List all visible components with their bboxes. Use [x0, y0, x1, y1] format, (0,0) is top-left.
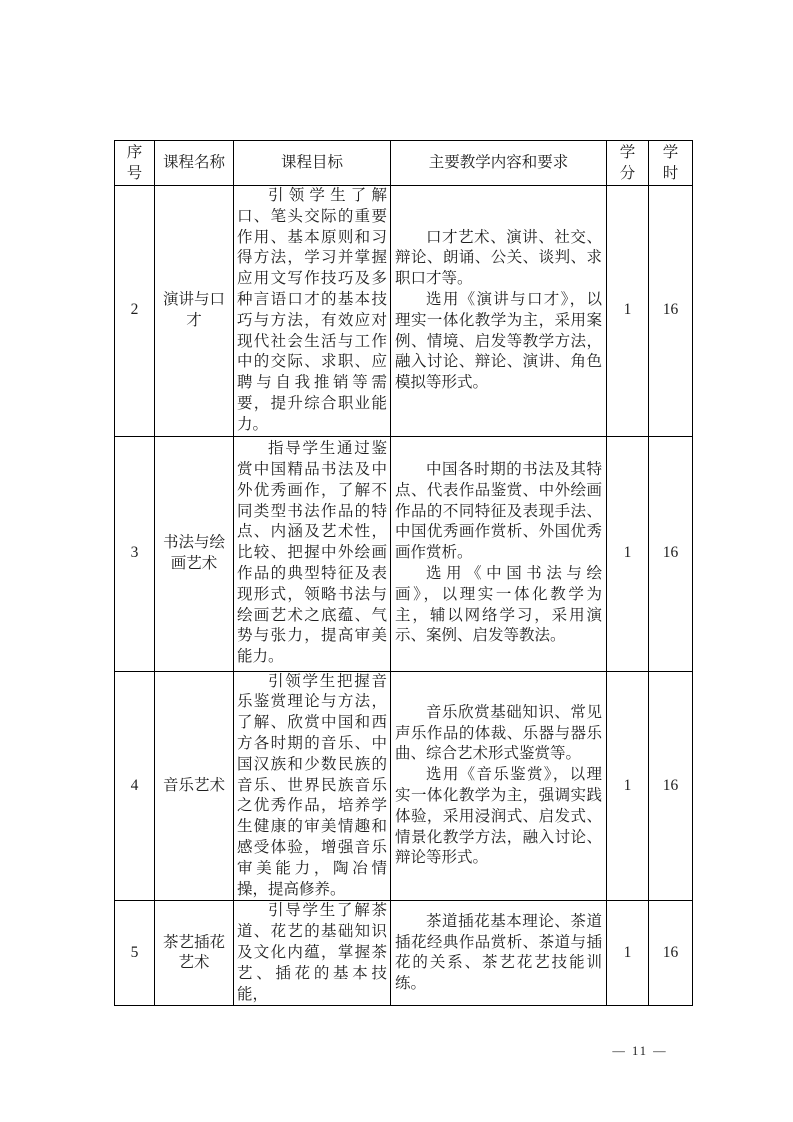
- header-course-name-label: 课程名称: [162, 153, 225, 171]
- course-credits: 1: [607, 186, 649, 437]
- course-name: 音乐艺术: [155, 671, 234, 901]
- content-paragraph: 口才艺术、演讲、社交、辩论、朗诵、公关、谈判、求职口才等。: [395, 228, 602, 288]
- content-paragraph: 选用《中国书法与绘画》，以理实一体化教学为主，辅以网络学习，采用演示、案例、启发等教法。: [395, 564, 602, 645]
- header-no-label: 序号: [126, 144, 143, 182]
- header-credits: [607, 141, 649, 186]
- content-paragraph: 中国各时期的书法及其特点、代表作品鉴赏、中外绘画作品的不同特征及表现手法、中国优秀画作赏析、外国优秀画作赏析。: [395, 460, 602, 562]
- course-content-cell: [391, 436, 607, 671]
- objective-paragraph: 引导学生了解茶道、花艺的基础知识及文化内蕴，掌握茶艺、插花的基本技能，: [237, 902, 387, 1003]
- content-paragraph: 茶道插花基本理论、茶道插花经典作品赏析、茶道与插花的关系、茶艺花艺技能训练。: [395, 912, 602, 993]
- header-objective: [234, 141, 391, 186]
- table-row-course-2: [115, 186, 693, 437]
- header-credits-label: 学分: [619, 144, 636, 182]
- header-hours-label: 学时: [662, 144, 679, 182]
- course-name: 茶艺插花艺术: [155, 901, 234, 1006]
- content-paragraph: 选用《演讲与口才》，以理实一体化教学为主，采用案例、情境、启发等教学方法，融入讨论、辩论、演讲、角色模拟等形式。: [395, 290, 602, 392]
- course-objective-cell: [234, 186, 391, 437]
- page-number: — 11 —: [612, 1044, 668, 1058]
- header-objective-label: 课程目标: [280, 153, 343, 171]
- course-credits: 1: [607, 436, 649, 671]
- objective-paragraph: 引领学生了解口、笔头交际的重要作用、基本原则和习得方法，学习并掌握应用文写作技巧及多种言语口才的基本技巧与方法，有效应对现代社会生活与工作中的交际、求职、应聘与自我推销等需要，提升综合职业能力。: [237, 187, 387, 433]
- course-number: 5: [115, 901, 155, 1006]
- course-table: [114, 140, 693, 1006]
- table-row-course-4: [115, 671, 693, 901]
- course-content-cell: [391, 186, 607, 437]
- objective-paragraph: 指导学生通过鉴赏中国精品书法及中外优秀画作，了解不同类型书法作品的特点、内涵及艺术性，比较、把握中外绘画作品的典型特征及表现形式，领略书法与绘画艺术之底蕴、气势与张力，提高审美能力。: [237, 440, 387, 666]
- course-objective-cell: [234, 436, 391, 671]
- header-course-name: [155, 141, 234, 186]
- header-no: [115, 141, 155, 186]
- course-number: 2: [115, 186, 155, 437]
- content-paragraph: 音乐欣赏基础知识、常见声乐作品的体裁、乐器与器乐曲、综合艺术形式鉴赏等。: [395, 703, 602, 763]
- table-row-course-3: [115, 436, 693, 671]
- objective-paragraph: 引领学生把握音乐鉴赏理论与方法，了解、欣赏中国和西方各时期的音乐、中国汉族和少数民族的音乐、世界民族音乐之优秀作品，培养学生健康的审美情趣和感受体验，增强音乐审美能力，陶冶情操，提高修养。: [237, 672, 387, 898]
- course-credits: 1: [607, 901, 649, 1006]
- course-name: 演讲与口才: [155, 186, 234, 437]
- header-hours: [649, 141, 693, 186]
- header-content-label: 主要教学内容和要求: [428, 153, 569, 171]
- table-row-course-5: [115, 901, 693, 1006]
- header-content: [391, 141, 607, 186]
- course-objective-cell: [234, 671, 391, 901]
- course-number: 4: [115, 671, 155, 901]
- table-header-row: [115, 141, 693, 186]
- course-credits: 1: [607, 671, 649, 901]
- course-hours: 16: [649, 436, 693, 671]
- course-number: 3: [115, 436, 155, 671]
- course-objective-cell: [234, 901, 391, 1006]
- course-hours: 16: [649, 671, 693, 901]
- content-paragraph: 选用《音乐鉴赏》，以理实一体化教学为主，强调实践体验，采用浸润式、启发式、情景化教学方法，融入讨论、辩论等形式。: [395, 766, 602, 867]
- course-content-cell: [391, 671, 607, 901]
- course-name: 书法与绘画艺术: [155, 436, 234, 671]
- course-content-cell: [391, 901, 607, 1006]
- course-hours: 16: [649, 901, 693, 1006]
- course-hours: 16: [649, 186, 693, 437]
